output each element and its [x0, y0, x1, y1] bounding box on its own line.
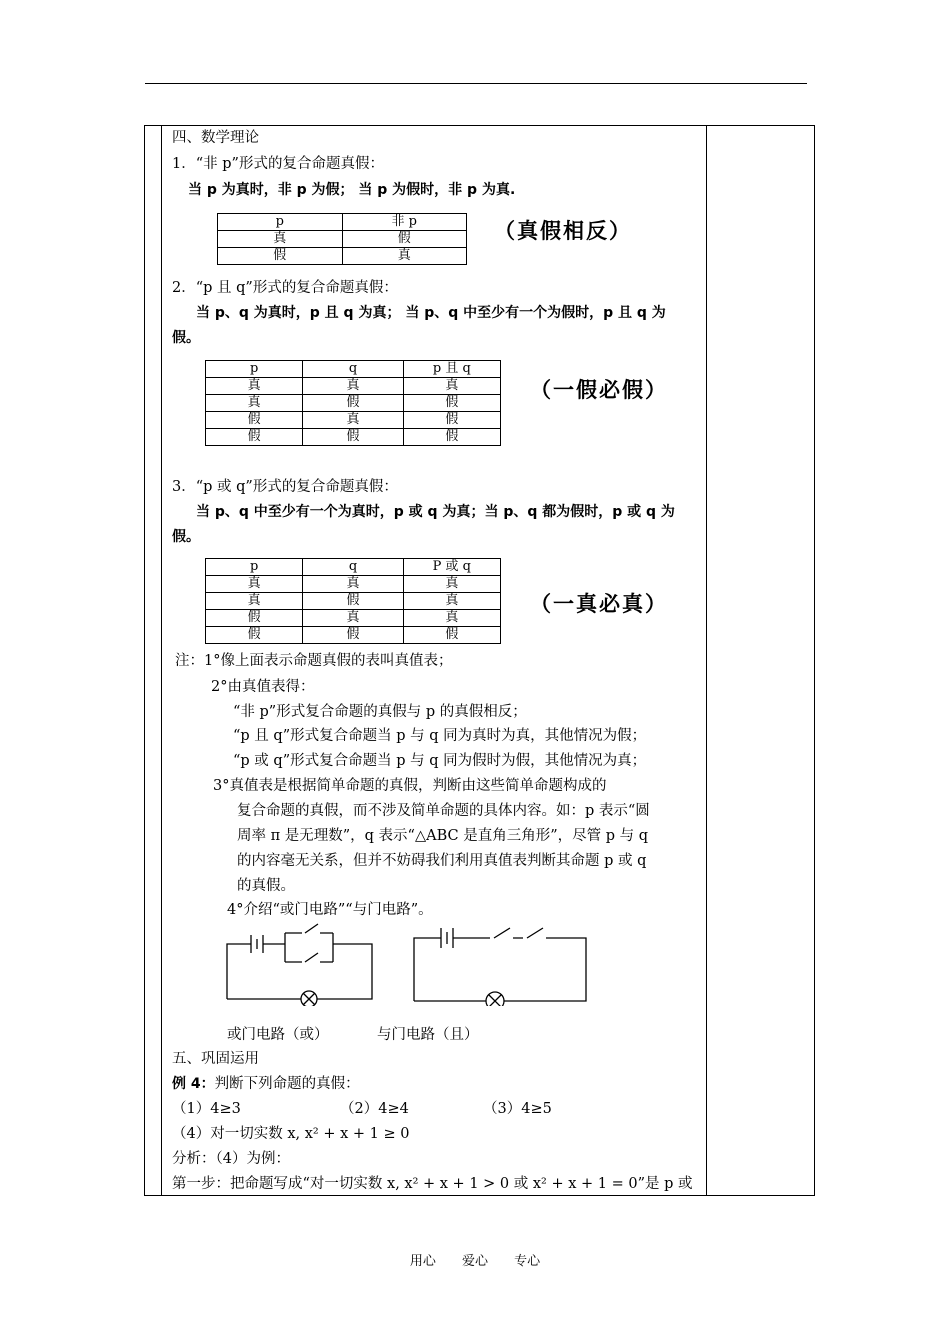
table-cell: 假: [206, 412, 303, 429]
and-gate-circuit-diagram: [410, 920, 590, 1006]
table-cell: q: [303, 559, 403, 576]
table-cell: 假: [303, 593, 403, 610]
table-cell: 假: [403, 395, 500, 412]
item2-heading: 2．“p 且 q”形式的复合命题真假：: [172, 280, 398, 296]
note-3-line4: 的内容毫无关系，但并不妨碍我们利用真值表判断其命题 p 或 q: [237, 853, 647, 869]
slogan-or: （一真必真）: [530, 592, 668, 616]
table-cell: 假: [206, 627, 303, 644]
step-1-line: 第一步：把命题写成“对一切实数 x, x² + x + 1 > 0 或 x² + x + 1 = 0”是 p 或: [172, 1176, 693, 1192]
table-cell: 真: [303, 378, 403, 395]
item3-heading: 3．“p 或 q”形式的复合命题真假：: [172, 479, 398, 495]
table-cell: 假: [403, 429, 500, 446]
table-cell: 真: [206, 576, 303, 593]
note-2c: “p 或 q”形式复合命题当 p 与 q 同为假时为假，其他情况为真；: [233, 753, 647, 769]
truth-table-or: [205, 558, 501, 644]
note-2a: “非 p”形式复合命题的真假与 p 的真假相反；: [233, 704, 527, 720]
table-cell: 真: [403, 576, 500, 593]
item2-rule-line1: 当 p、q 为真时，p 且 q 为真； 当 p、q 中至少有一个为假时，p 且 q 为: [196, 305, 666, 321]
note-3-line5: 的真假。: [237, 878, 295, 894]
table-cell: 真: [206, 395, 303, 412]
table-cell: q: [303, 361, 403, 378]
table-cell: 假: [206, 610, 303, 627]
table-cell: p: [218, 214, 343, 231]
table-cell: 真: [403, 593, 500, 610]
table-cell: 真: [303, 610, 403, 627]
note-4: 4°介绍“或门电路”“与门电路”。: [227, 902, 433, 918]
right-column-divider: [706, 125, 707, 1196]
item3-rule-line2: 假。: [172, 529, 200, 545]
problem-2: （2）4≥4: [340, 1101, 409, 1117]
table-cell: p: [206, 559, 303, 576]
table-cell: 假: [403, 627, 500, 644]
table-cell: 真: [218, 231, 343, 248]
slogan-and: （一假必假）: [530, 378, 668, 402]
note-3-line1: 3°真值表是根据简单命题的真假，判断由这些简单命题构成的: [213, 778, 607, 794]
header-rule: [145, 83, 807, 84]
table-cell: 真: [403, 610, 500, 627]
table-cell: 真: [206, 593, 303, 610]
table-cell: 假: [303, 429, 403, 446]
table-cell: 真: [206, 378, 303, 395]
table-cell: 假: [303, 627, 403, 644]
table-cell: 真: [303, 412, 403, 429]
table-cell: 真: [403, 378, 500, 395]
or-gate-label: 或门电路（或）: [227, 1027, 329, 1043]
problem-4: （4）对一切实数 x, x² + x + 1 ≥ 0: [172, 1126, 410, 1142]
problem-1: （1）4≥3: [172, 1101, 241, 1117]
note-3-line3: 周率 π 是无理数”，q 表示“△ABC 是直角三角形”，尽管 p 与 q: [237, 828, 649, 844]
truth-table-and: [205, 360, 501, 446]
note-2b: “p 且 q”形式复合命题当 p 与 q 同为真时为真，其他情况为假；: [233, 728, 647, 744]
section4-title: 四、数学理论: [172, 130, 259, 146]
section5-title: 五、巩固运用: [172, 1051, 259, 1067]
table-cell: 假: [403, 412, 500, 429]
table-cell: 假: [303, 395, 403, 412]
example-label: 例 4：: [172, 1076, 215, 1092]
note-3-line2: 复合命题的真假，而不涉及简单命题的具体内容。如：p 表示“圆: [237, 803, 650, 819]
example-text: 判断下列命题的真假：: [214, 1076, 360, 1092]
table-cell: 非 p: [342, 214, 467, 231]
item1-rule: 当 p 为真时，非 p 为假； 当 p 为假时，非 p 为真.: [188, 182, 516, 198]
table-cell: 真: [303, 576, 403, 593]
or-gate-circuit-diagram: [222, 920, 382, 1006]
item2-rule-line2: 假。: [172, 330, 200, 346]
left-column-divider: [161, 125, 162, 1196]
table-cell: 真: [342, 248, 467, 265]
table-cell: 假: [342, 231, 467, 248]
analysis-line: 分析：（4）为例：: [172, 1151, 290, 1167]
table-cell: p 且 q: [403, 361, 500, 378]
table-cell: p: [206, 361, 303, 378]
table-cell: P 或 q: [403, 559, 500, 576]
lamp-icon: [486, 992, 504, 1006]
note-1: 注：1°像上面表示命题真假的表叫真值表；: [175, 653, 453, 669]
item3-rule-line1: 当 p、q 中至少有一个为真时，p 或 q 为真；当 p、q 都为假时，p 或 q 为: [196, 504, 675, 520]
table-cell: 假: [206, 429, 303, 446]
and-gate-label: 与门电路（且）: [377, 1027, 479, 1043]
table-cell: 假: [218, 248, 343, 265]
problem-3: （3）4≥5: [483, 1101, 552, 1117]
page-footer: 用心 爱心 专心: [409, 1254, 541, 1269]
example-4: [172, 1074, 360, 1094]
slogan-not: （真假相反）: [494, 219, 632, 243]
truth-table-not: [217, 213, 467, 265]
item1-heading: 1．“非 p”形式的复合命题真假：: [172, 156, 384, 172]
note-2: 2°由真值表得：: [211, 679, 315, 695]
